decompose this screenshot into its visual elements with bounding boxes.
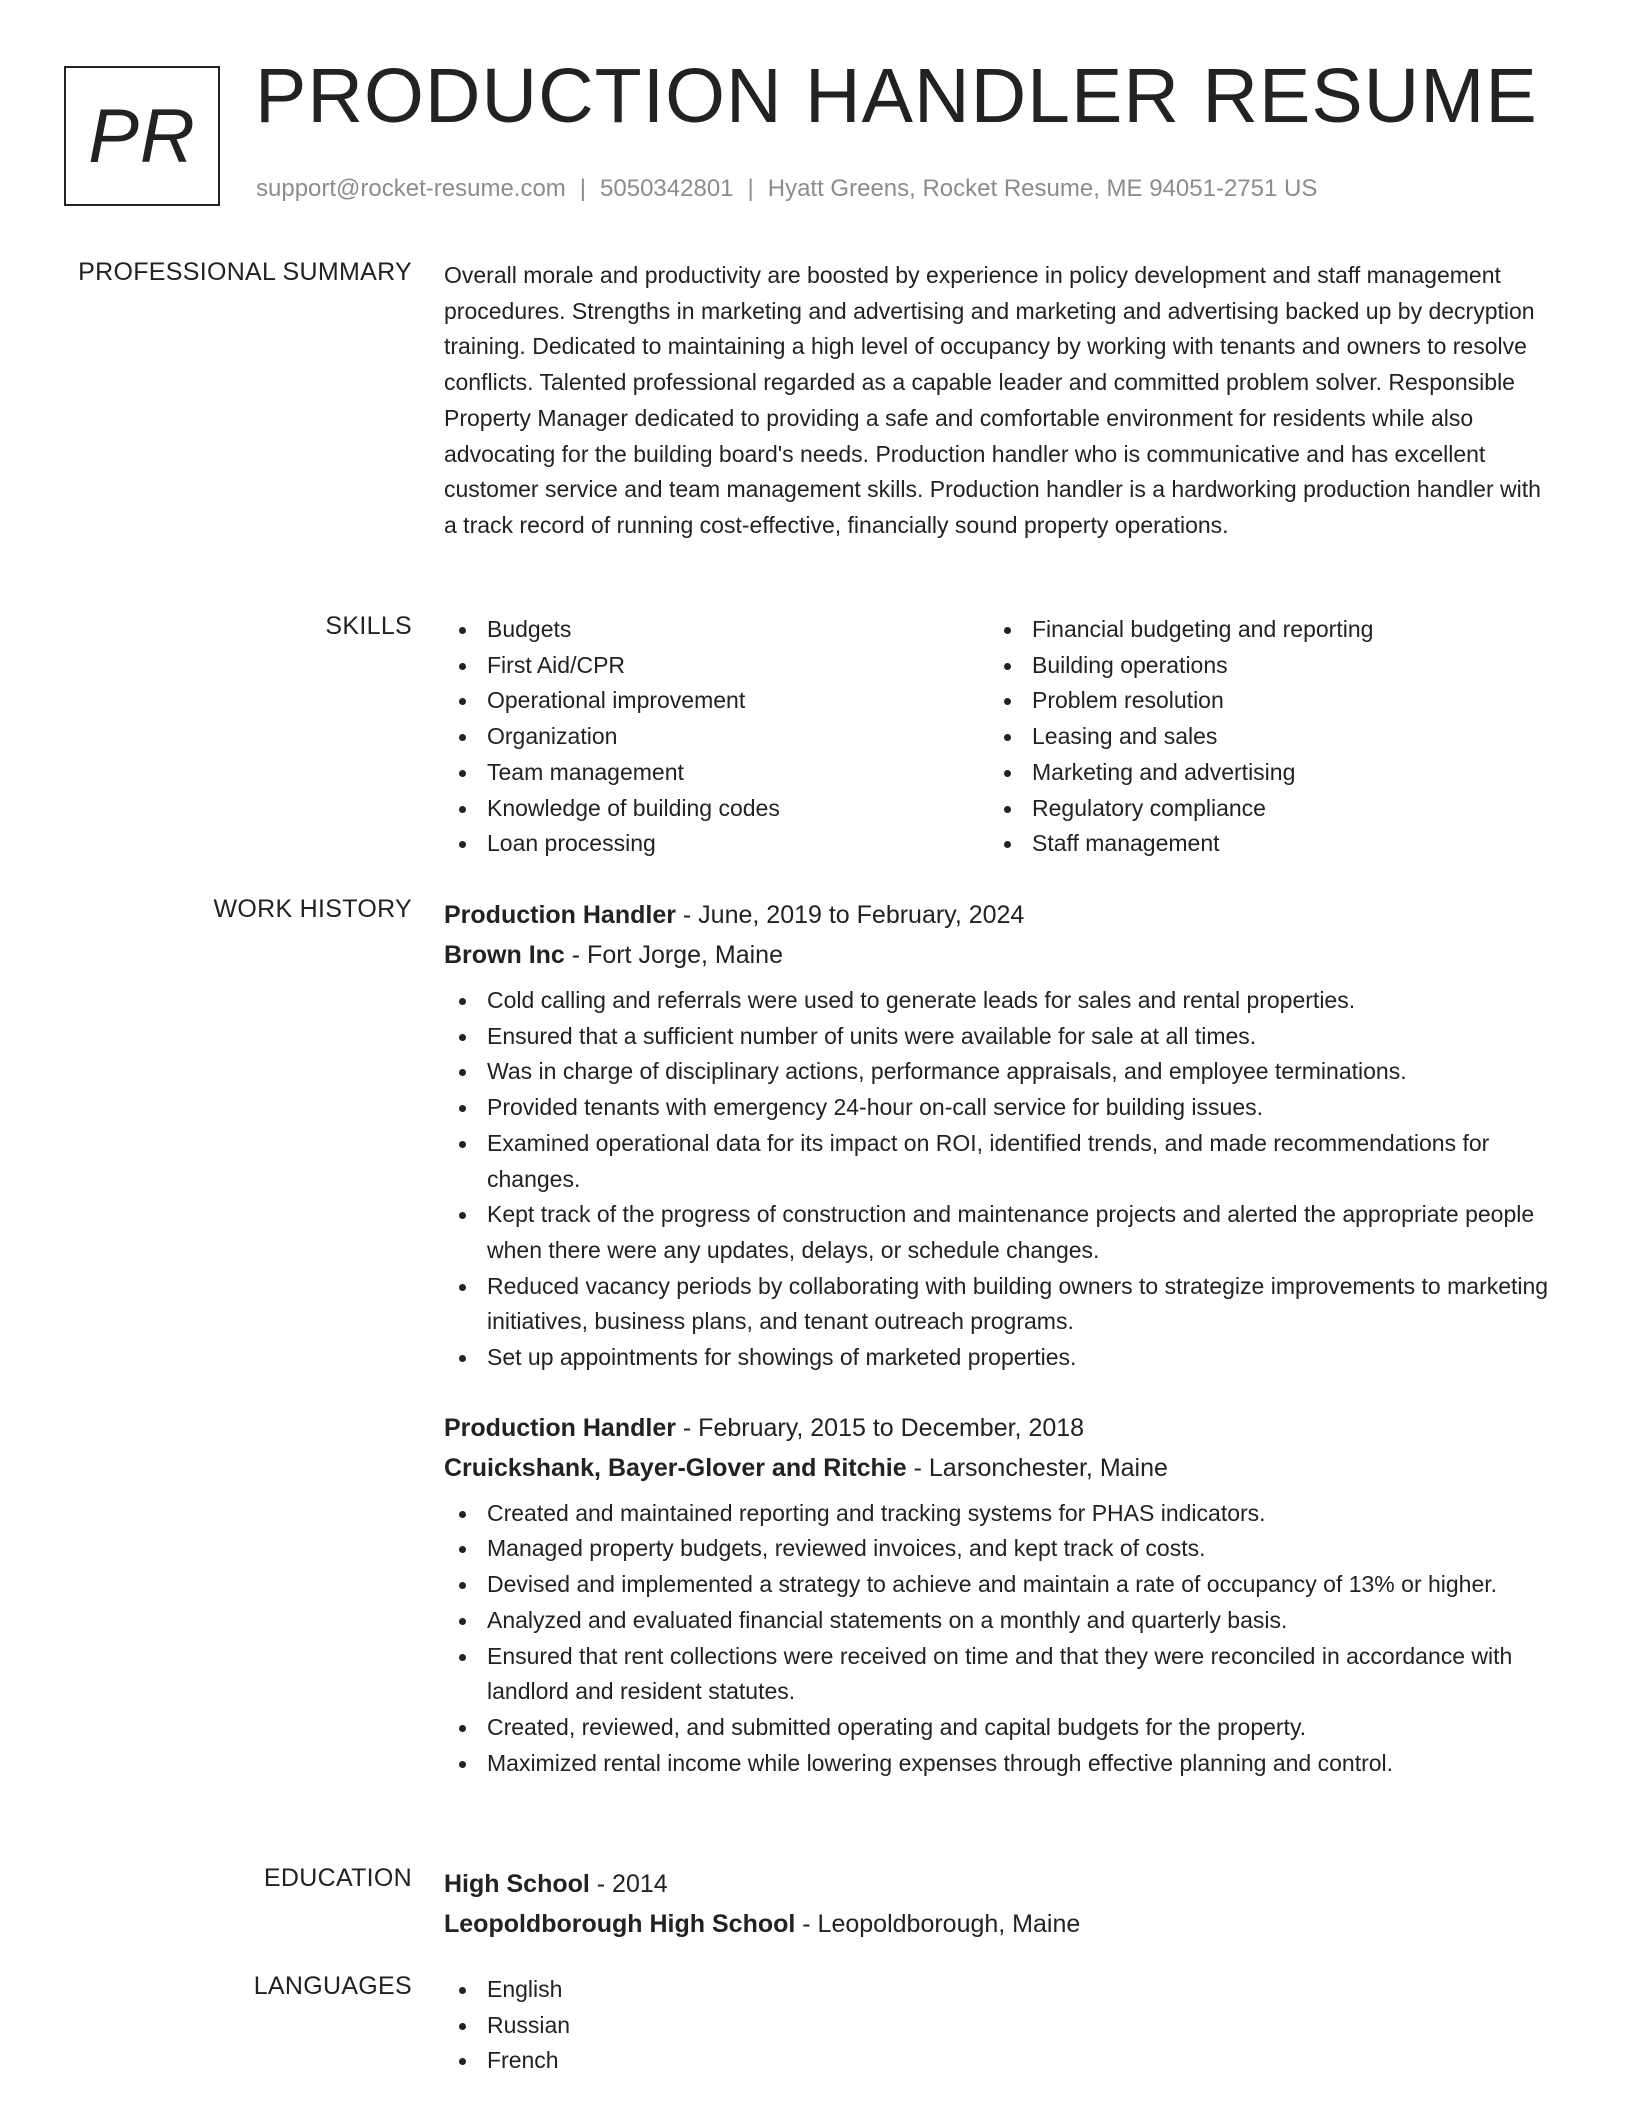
contact-address: Hyatt Greens, Rocket Resume, ME 94051-2751 US [767, 175, 1318, 202]
job-duties-list [444, 1496, 1552, 1782]
list-item: Maximized rental income while lowering expenses through effective planning and control. [444, 1746, 1552, 1782]
list-item: Set up appointments for showings of marketed properties. [444, 1340, 1552, 1376]
list-item: Created and maintained reporting and tracking systems for PHAS indicators. [444, 1496, 1552, 1532]
job-title-line [444, 1408, 1552, 1448]
skills-body [444, 612, 1552, 862]
list-item: Ensured that a sufficient number of units were available for sale at all times. [444, 1019, 1552, 1055]
monogram-box [64, 66, 220, 206]
list-item: Ensured that rent collections were received on time and that they were reconciled in accordance with landlord and resident statutes. [444, 1639, 1552, 1710]
skills-column-left [444, 612, 989, 862]
list-item: Provided tenants with emergency 24-hour on-call service for building issues. [444, 1090, 1552, 1126]
skills-heading: SKILLS [325, 612, 412, 640]
job-company: Brown Inc [444, 941, 565, 969]
job-duties-list [444, 983, 1552, 1376]
summary-text: Overall morale and productivity are boosted by experience in policy development and staff management procedures. Strengths in marketing and advertising and marketing and advertising backed up by decryption training. Dedicated to maintaining a high level of occupancy by working with tenants and owners to resolve conflicts. Talented professional regarded as a capable leader and committed problem solver. Responsible Property Manager dedicated to providing a safe and comfortable environment for residents while also advocating for the building board's needs. Production handler who is communicative and has excellent customer service and team management skills. Production handler is a hardworking production handler with a track record of running cost-effective, financially sound property operations. [444, 262, 1541, 538]
list-item: Cold calling and referrals were used to generate leads for sales and rental properties. [444, 983, 1552, 1019]
work-history-body [444, 895, 1552, 1781]
job-company-line [444, 1448, 1552, 1488]
list-item: Knowledge of building codes [444, 791, 989, 827]
list-item: Examined operational data for its impact on ROI, identified trends, and made recommendations for changes. [444, 1126, 1552, 1197]
list-item: Team management [444, 755, 989, 791]
list-item: Building operations [989, 648, 1534, 684]
skills-column-right [989, 612, 1534, 862]
list-item: Financial budgeting and reporting [989, 612, 1534, 648]
job-entry [444, 895, 1552, 1376]
job-company: Cruickshank, Bayer-Glover and Ritchie [444, 1453, 907, 1482]
job-title-line [444, 895, 1552, 935]
contact-email[interactable]: support@rocket-resume.com [256, 175, 566, 202]
list-item: Was in charge of disciplinary actions, performance appraisals, and employee terminations. [444, 1054, 1552, 1090]
list-item: Russian [444, 2008, 1552, 2044]
list-item: Staff management [989, 826, 1534, 862]
list-item: First Aid/CPR [444, 648, 989, 684]
education-location: - Leopoldborough, Maine [795, 1910, 1081, 1938]
job-title: Production Handler [444, 1413, 676, 1442]
education-degree-line [444, 1864, 1552, 1904]
list-item: Organization [444, 719, 989, 755]
list-item: Problem resolution [989, 683, 1534, 719]
education-year: - 2014 [589, 1870, 668, 1898]
list-item: Managed property budgets, reviewed invoices, and kept track of costs. [444, 1531, 1552, 1567]
skills-grid [444, 612, 1552, 862]
list-item: Reduced vacancy periods by collaborating with building owners to strategize improvements to marketing initiatives, business plans, and tenant outreach programs. [444, 1269, 1552, 1340]
languages-body [444, 1972, 1552, 2079]
list-item: Marketing and advertising [989, 755, 1534, 791]
list-item: Leasing and sales [989, 719, 1534, 755]
job-title: Production Handler [444, 901, 676, 929]
education-school: Leopoldborough High School [444, 1910, 796, 1938]
education-school-line [444, 1904, 1552, 1944]
languages-heading: LANGUAGES [253, 1972, 412, 2000]
monogram-text: PR [88, 93, 196, 179]
languages-list [444, 1972, 1552, 2079]
job-location: - Fort Jorge, Maine [564, 941, 783, 969]
skills-list-left [444, 612, 989, 862]
list-item: Devised and implemented a strategy to achieve and maintain a rate of occupancy of 13% or higher. [444, 1567, 1552, 1603]
job-company-line [444, 935, 1552, 975]
list-item: Operational improvement [444, 683, 989, 719]
contact-line [256, 175, 1317, 203]
job-entry [444, 1408, 1552, 1782]
list-item: Kept track of the progress of construction and maintenance projects and alerted the appropriate people when there were any updates, delays, or schedule changes. [444, 1197, 1552, 1268]
job-dates: - June, 2019 to February, 2024 [675, 901, 1025, 929]
summary-heading: PROFESSIONAL SUMMARY [78, 258, 412, 286]
list-item: Budgets [444, 612, 989, 648]
education-degree: High School [444, 1870, 590, 1898]
contact-phone[interactable]: 5050342801 [600, 175, 734, 202]
job-location: - Larsonchester, Maine [906, 1453, 1168, 1482]
summary-body [444, 258, 1552, 544]
education-heading: EDUCATION [263, 1864, 412, 1892]
list-item: English [444, 1972, 1552, 2008]
list-item: Regulatory compliance [989, 791, 1534, 827]
education-body [444, 1864, 1552, 1944]
list-item: French [444, 2043, 1552, 2079]
contact-separator: | [579, 175, 587, 202]
work-history-heading: WORK HISTORY [213, 895, 412, 923]
resume-title: PRODUCTION HANDLER RESUME [255, 53, 1538, 139]
list-item: Analyzed and evaluated financial statements on a monthly and quarterly basis. [444, 1603, 1552, 1639]
list-item: Created, reviewed, and submitted operating and capital budgets for the property. [444, 1710, 1552, 1746]
contact-separator: | [747, 175, 754, 202]
list-item: Loan processing [444, 826, 989, 862]
skills-list-right [989, 612, 1534, 862]
job-dates: - February, 2015 to December, 2018 [675, 1413, 1085, 1442]
